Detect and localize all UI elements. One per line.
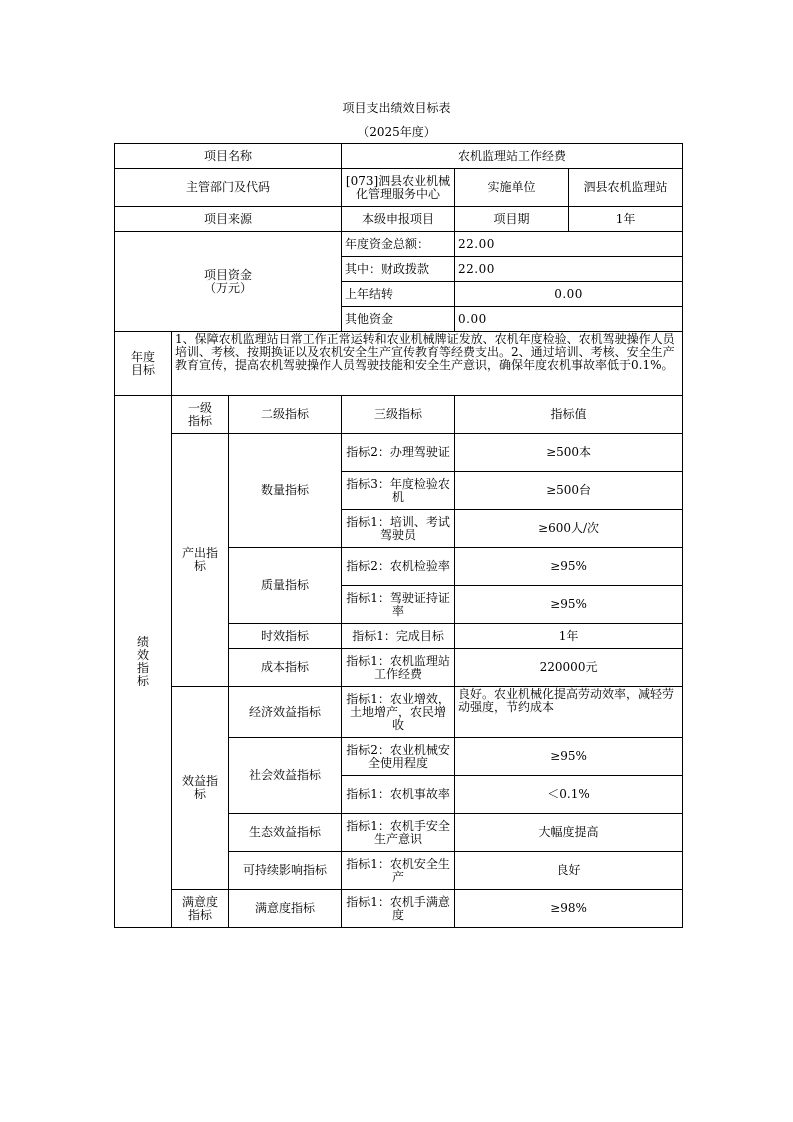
source-value: 本级申报项目 [342, 207, 455, 232]
level3-cell: 指标2：农机检验率 [342, 548, 455, 586]
level2-cell: 数量指标 [229, 434, 342, 548]
dept-value: [073]泗县农业机械化管理服务中心 [342, 169, 455, 207]
performance-table [114, 143, 683, 928]
level2-cell: 成本指标 [229, 649, 342, 687]
fund-value: 22.00 [455, 232, 683, 257]
dept-label: 主管部门及代码 [115, 169, 342, 207]
goal-text: 1、保障农机监理站日常工作正常运转和农业机械牌证发放、农机年度检验、农机驾驶操作人员培训、考核、按期换证以及农机安全生产宣传教育等经费支出。2、通过培训、考核、安全生产教育宣传，提高农机驾驶操作人员驾驶技能和安全生产意识，确保年度农机事故率低于0.1%。 [172, 332, 683, 396]
fund-label: 其他资金 [342, 307, 455, 332]
level3-cell: 指标1：农机安全生产 [342, 852, 455, 890]
level3-cell: 指标1：农机事故率 [342, 776, 455, 814]
value-cell: ≥95% [455, 586, 683, 624]
level3-cell: 指标2：办理驾驶证 [342, 434, 455, 472]
level2-cell: 满意度指标 [229, 890, 342, 928]
level2-cell: 质量指标 [229, 548, 342, 624]
fund-value: 0.00 [455, 307, 683, 332]
value-cell: 良好 [455, 852, 683, 890]
page-subtitle-year: （2025年度） [357, 125, 436, 139]
level3-cell: 指标3：年度检验农机 [342, 472, 455, 510]
value-cell: ≥95% [455, 738, 683, 776]
fund-label: 年度资金总额： [342, 232, 455, 257]
value-cell: ≥98% [455, 890, 683, 928]
level3-cell: 指标1：完成目标 [342, 624, 455, 649]
level2-cell: 可持续影响指标 [229, 852, 342, 890]
level2-cell: 时效指标 [229, 624, 342, 649]
source-label: 项目来源 [115, 207, 342, 232]
page-title: 项目支出绩效目标表 [342, 101, 451, 115]
header-level1: 一级指标 [172, 396, 229, 434]
level3-cell: 指标1：农业增效，土地增产，农民增收 [342, 687, 455, 738]
value-cell: 大幅度提高 [455, 814, 683, 852]
fund-label: 其中：财政拨款 [342, 257, 455, 282]
header-level2: 二级指标 [229, 396, 342, 434]
goal-label: 年度目标 [115, 332, 172, 396]
impl-unit-value: 泗县农机监理站 [569, 169, 683, 207]
benefit-label: 效益指标 [172, 687, 229, 890]
level2-cell: 经济效益指标 [229, 687, 342, 738]
level3-cell: 指标2：农业机械安全使用程度 [342, 738, 455, 776]
header-value: 指标值 [455, 396, 683, 434]
level3-cell: 指标1：农机监理站工作经费 [342, 649, 455, 687]
period-value: 1年 [569, 207, 683, 232]
level2-cell: 社会效益指标 [229, 738, 342, 814]
perf-label: 绩效指标 [115, 396, 172, 928]
fund-value: 0.00 [455, 282, 683, 307]
value-cell: 良好。农业机械化提高劳动效率，减轻劳动强度，节约成本 [455, 687, 683, 738]
value-cell: ≥500本 [455, 434, 683, 472]
funds-label: 项目资金 （万元） [115, 232, 342, 332]
value-cell: 1年 [455, 624, 683, 649]
fund-label: 上年结转 [342, 282, 455, 307]
level3-cell: 指标1：农机手满意度 [342, 890, 455, 928]
fund-value: 22.00 [455, 257, 683, 282]
value-cell: ≥600人/次 [455, 510, 683, 548]
output-label: 产出指标 [172, 434, 229, 687]
impl-unit-label: 实施单位 [455, 169, 569, 207]
value-cell: ≥95% [455, 548, 683, 586]
period-label: 项目期 [455, 207, 569, 232]
project-name-label: 项目名称 [115, 144, 342, 169]
satisfaction-label: 满意度指标 [172, 890, 229, 928]
level3-cell: 指标1：驾驶证持证率 [342, 586, 455, 624]
value-cell: ≥500台 [455, 472, 683, 510]
level2-cell: 生态效益指标 [229, 814, 342, 852]
value-cell: ＜0.1% [455, 776, 683, 814]
level3-cell: 指标1：农机手安全生产意识 [342, 814, 455, 852]
project-name-value: 农机监理站工作经费 [342, 144, 683, 169]
level3-cell: 指标1：培训、考试驾驶员 [342, 510, 455, 548]
header-level3: 三级指标 [342, 396, 455, 434]
value-cell: 220000元 [455, 649, 683, 687]
